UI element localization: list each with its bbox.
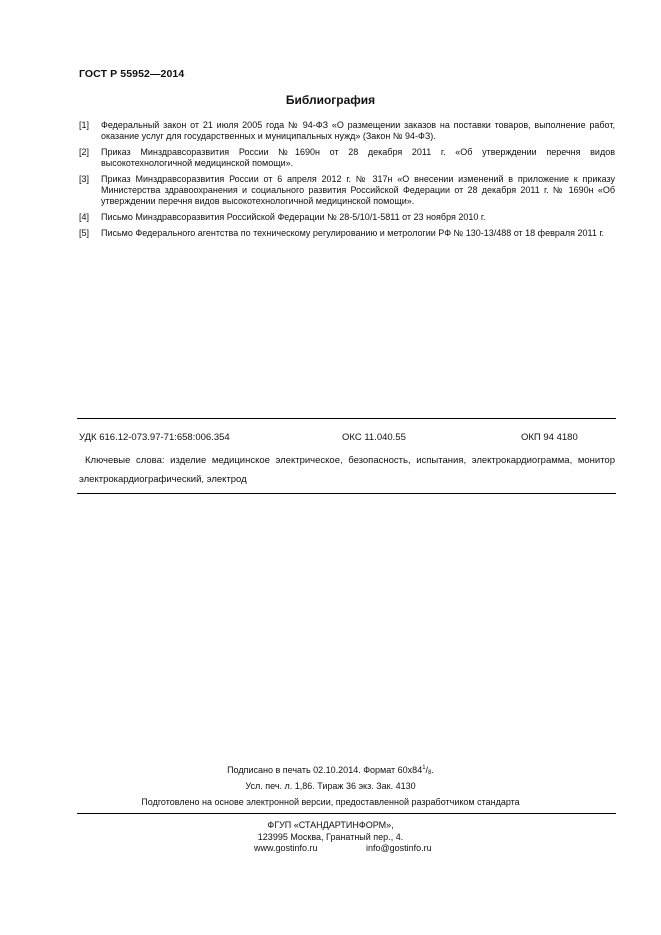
bibliography-item xyxy=(79,228,615,239)
imprint-prepared: Подготовлено на основе электронной версии, предоставленной разработчиком стандарта xyxy=(141,797,520,807)
okp-code: ОКП 94 4180 xyxy=(521,432,578,443)
bibliography-item-number: [4] xyxy=(79,212,90,222)
bibliography-item-number: [5] xyxy=(79,228,90,238)
bibliography-title: Библиография xyxy=(285,93,376,107)
divider-publisher xyxy=(77,813,616,814)
imprint-signed: Подписано в печать 02.10.2014. Формат $60x84^1/_8$. xyxy=(227,765,434,776)
bibliography-list xyxy=(79,120,615,244)
publisher-website-link[interactable]: www.gostinfo.ru xyxy=(254,843,318,853)
udk-code: УДК 616.12-073.97-71:658:006.354 xyxy=(79,432,230,443)
publisher-email-link[interactable]: info@gostinfo.ru xyxy=(366,843,432,853)
divider-top xyxy=(77,418,616,419)
publisher-contacts xyxy=(0,843,661,855)
bibliography-item-text: Письмо Федерального агентства по техническому регулированию и метрологии РФ № 130-13/488 от 18 февраля 2011 г. xyxy=(101,228,605,238)
publisher-address: 123995 Москва, Гранатный пер., 4. xyxy=(257,832,404,842)
oks-code: ОКС 11.040.55 xyxy=(342,432,406,443)
bibliography-item xyxy=(79,174,615,207)
bibliography-item xyxy=(79,212,615,223)
bibliography-item-number: [3] xyxy=(79,174,90,184)
format-numerator: 1 xyxy=(422,765,426,771)
bibliography-item-number: [2] xyxy=(79,147,90,157)
standard-id: ГОСТ Р 55952—2014 xyxy=(79,68,185,80)
bibliography-item-text: Письмо Минздравсоразвития Российской Федерации № 28-5/10/1-5811 от 23 ноября 2010 г. xyxy=(101,212,486,222)
classification-codes xyxy=(79,432,615,445)
publisher-name: ФГУП «СТАНДАРТИНФОРМ», xyxy=(267,820,394,830)
bibliography-item-text: Приказ Минздравсоразвития России №1690н от 28 декабря 2011 г. «Об утверждении перечня видов высокотехнологичной медицинской помощи». xyxy=(101,147,615,168)
divider-keywords xyxy=(77,493,616,494)
format-denominator: 8 xyxy=(428,770,432,776)
bibliography-item-text: Федеральный закон от 21 июля 2005 года № 94-ФЗ «О размещении заказов на поставки товаров, выполнение работ, оказание услуг для государственных и муниципальных нужд» (Закон № 94-ФЗ). xyxy=(101,120,615,141)
bibliography-item-number: [1] xyxy=(79,120,90,130)
imprint-signed-suffix: . xyxy=(431,765,434,775)
keywords: Ключевые слова: изделие медицинское электрическое, безопасность, испытания, электрокардиограмма, монитор электрокардиографический, электрод xyxy=(79,455,615,485)
bibliography-item xyxy=(79,120,615,142)
bibliography-item xyxy=(79,147,615,169)
imprint-sheets: Усл. печ. л. 1,86. Тираж 36 экз. Зак. 4130 xyxy=(245,781,416,791)
bibliography-item-text: Приказ Минздравсоразвития России от 6 апреля 2012 г. № 317н «О внесении изменений в приложение к приказу Министерства здравоохранения и социального развития Российской Федерации от 28 декабря 2011 г. № 1690н «Об утверждении перечня видов высокотехнологичной медицинской помощи». xyxy=(101,174,615,206)
imprint-signed-text: Подписано в печать 02.10.2014. Формат 60x84 xyxy=(227,765,423,775)
